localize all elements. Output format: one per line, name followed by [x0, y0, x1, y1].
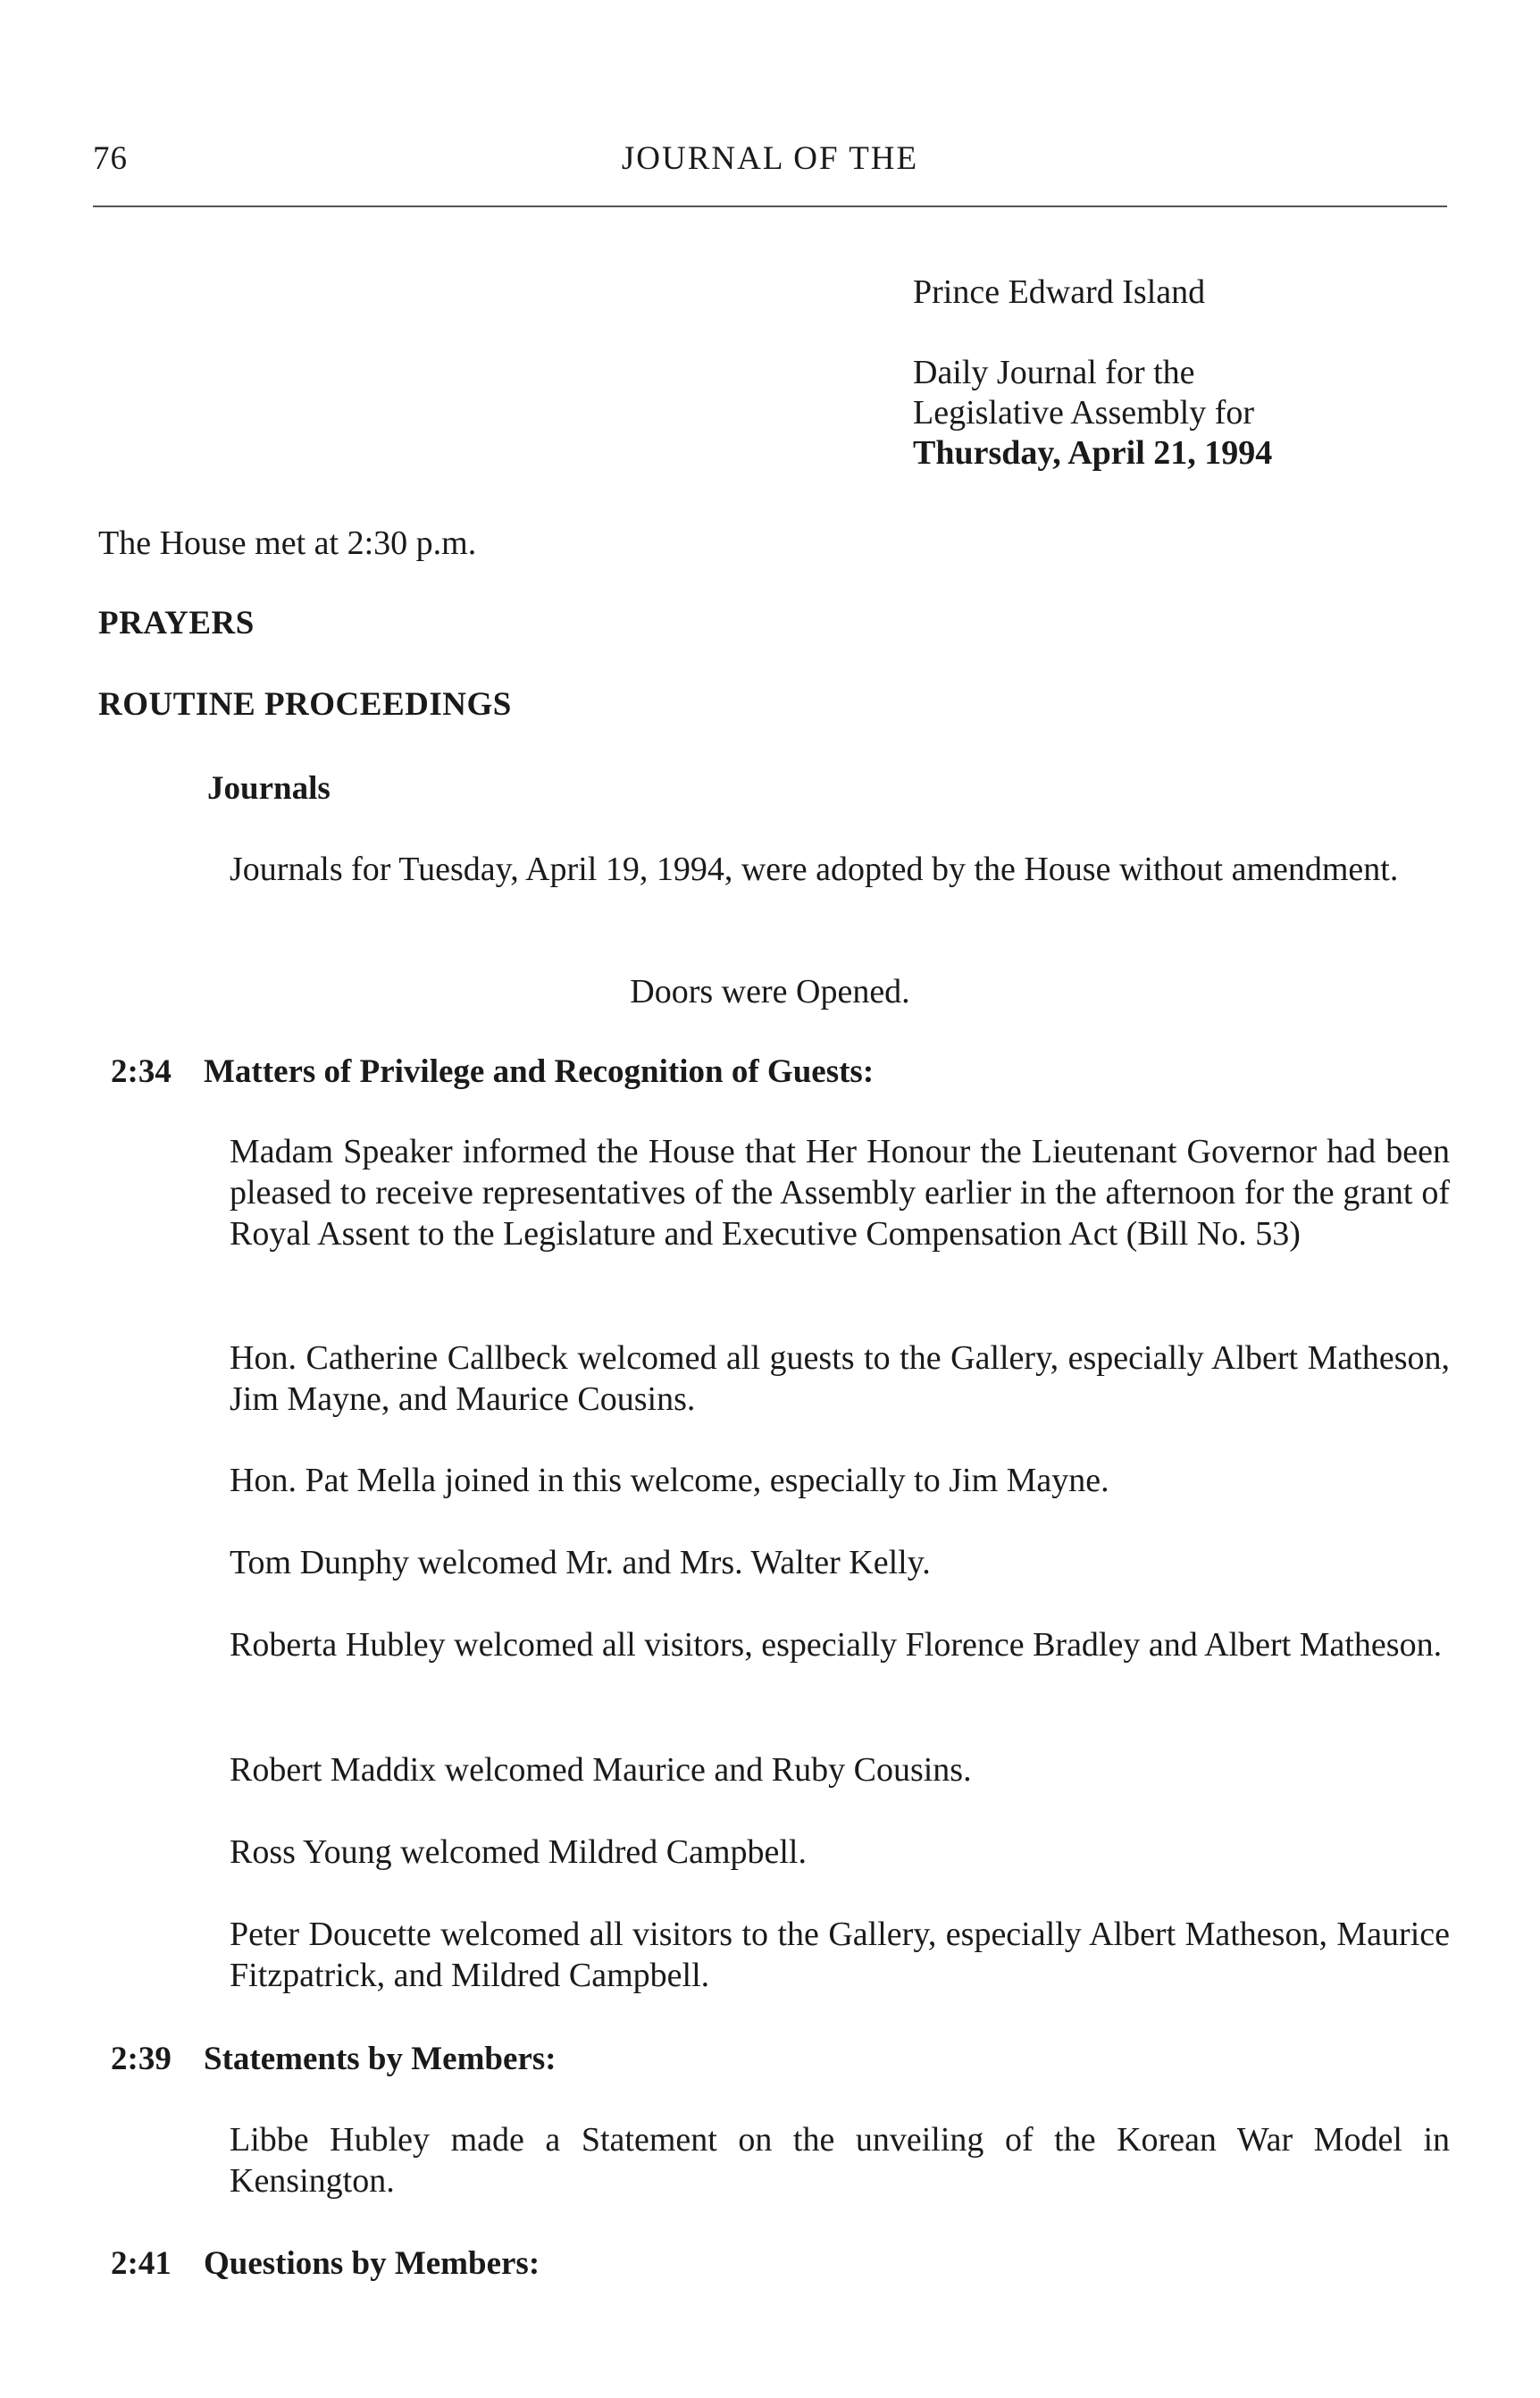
header-rule — [93, 205, 1447, 207]
dateline-line1: Daily Journal for the — [913, 354, 1195, 391]
privilege-title: Matters of Privilege and Recognition of Guests: — [204, 1053, 875, 1090]
questions-time: 2:41 — [111, 2245, 172, 2282]
dateline-province: Prince Edward Island — [913, 273, 1206, 311]
privilege-paragraph: Ross Young welcomed Mildred Campbell. — [230, 1833, 807, 1871]
privilege-heading — [111, 1052, 874, 1091]
questions-title: Questions by Members: — [204, 2245, 540, 2282]
running-head: JOURNAL OF THE — [621, 140, 919, 177]
privilege-paragraph: Hon. Catherine Callbeck welcomed all guests to the Gallery, especially Albert Matheson, Jim Mayne, and Maurice Cousins. — [230, 1339, 1450, 1418]
statements-paragraph: Libbe Hubley made a Statement on the unveiling of the Korean War Model in Kensington. — [230, 2121, 1450, 2200]
privilege-paragraph: Peter Doucette welcomed all visitors to the Gallery, especially Albert Matheson, Maurice Fitzpatrick, and Mildred Campbell. — [230, 1916, 1450, 1994]
doors-note: Doors were Opened. — [630, 973, 910, 1010]
privilege-time: 2:34 — [111, 1053, 172, 1090]
dateline-line2: Legislative Assembly for — [913, 394, 1255, 432]
statements-title: Statements by Members: — [204, 2041, 557, 2077]
questions-heading — [111, 2244, 540, 2283]
dateline-date: Thursday, April 21, 1994 — [913, 434, 1273, 472]
journals-paragraph: Journals for Tuesday, April 19, 1994, were adopted by the House without amendment. — [230, 851, 1399, 888]
routine-heading: ROUTINE PROCEEDINGS — [98, 686, 512, 723]
dateline — [913, 272, 1272, 474]
privilege-paragraph: Robert Maddix welcomed Maurice and Ruby Cousins. — [230, 1751, 972, 1789]
prayers-heading: PRAYERS — [98, 605, 255, 641]
statements-heading — [111, 2040, 557, 2078]
privilege-paragraph: Roberta Hubley welcomed all visitors, especially Florence Bradley and Albert Matheson. — [230, 1626, 1443, 1664]
privilege-paragraph: Madam Speaker informed the House that Her Honour the Lieutenant Governor had been pleased to receive representatives of the Assembly earlier in the afternoon for the grant of Royal Assent to the Legislature and Executive Compensation Act (Bill No. 53) — [230, 1133, 1450, 1253]
privilege-paragraph: Hon. Pat Mella joined in this welcome, especially to Jim Mayne. — [230, 1462, 1109, 1499]
journals-heading: Journals — [207, 770, 331, 807]
statements-time: 2:39 — [111, 2041, 172, 2077]
privilege-paragraph: Tom Dunphy welcomed Mr. and Mrs. Walter Kelly. — [230, 1544, 931, 1581]
page-number: 76 — [93, 140, 128, 177]
opening-text: The House met at 2:30 p.m. — [98, 524, 477, 562]
